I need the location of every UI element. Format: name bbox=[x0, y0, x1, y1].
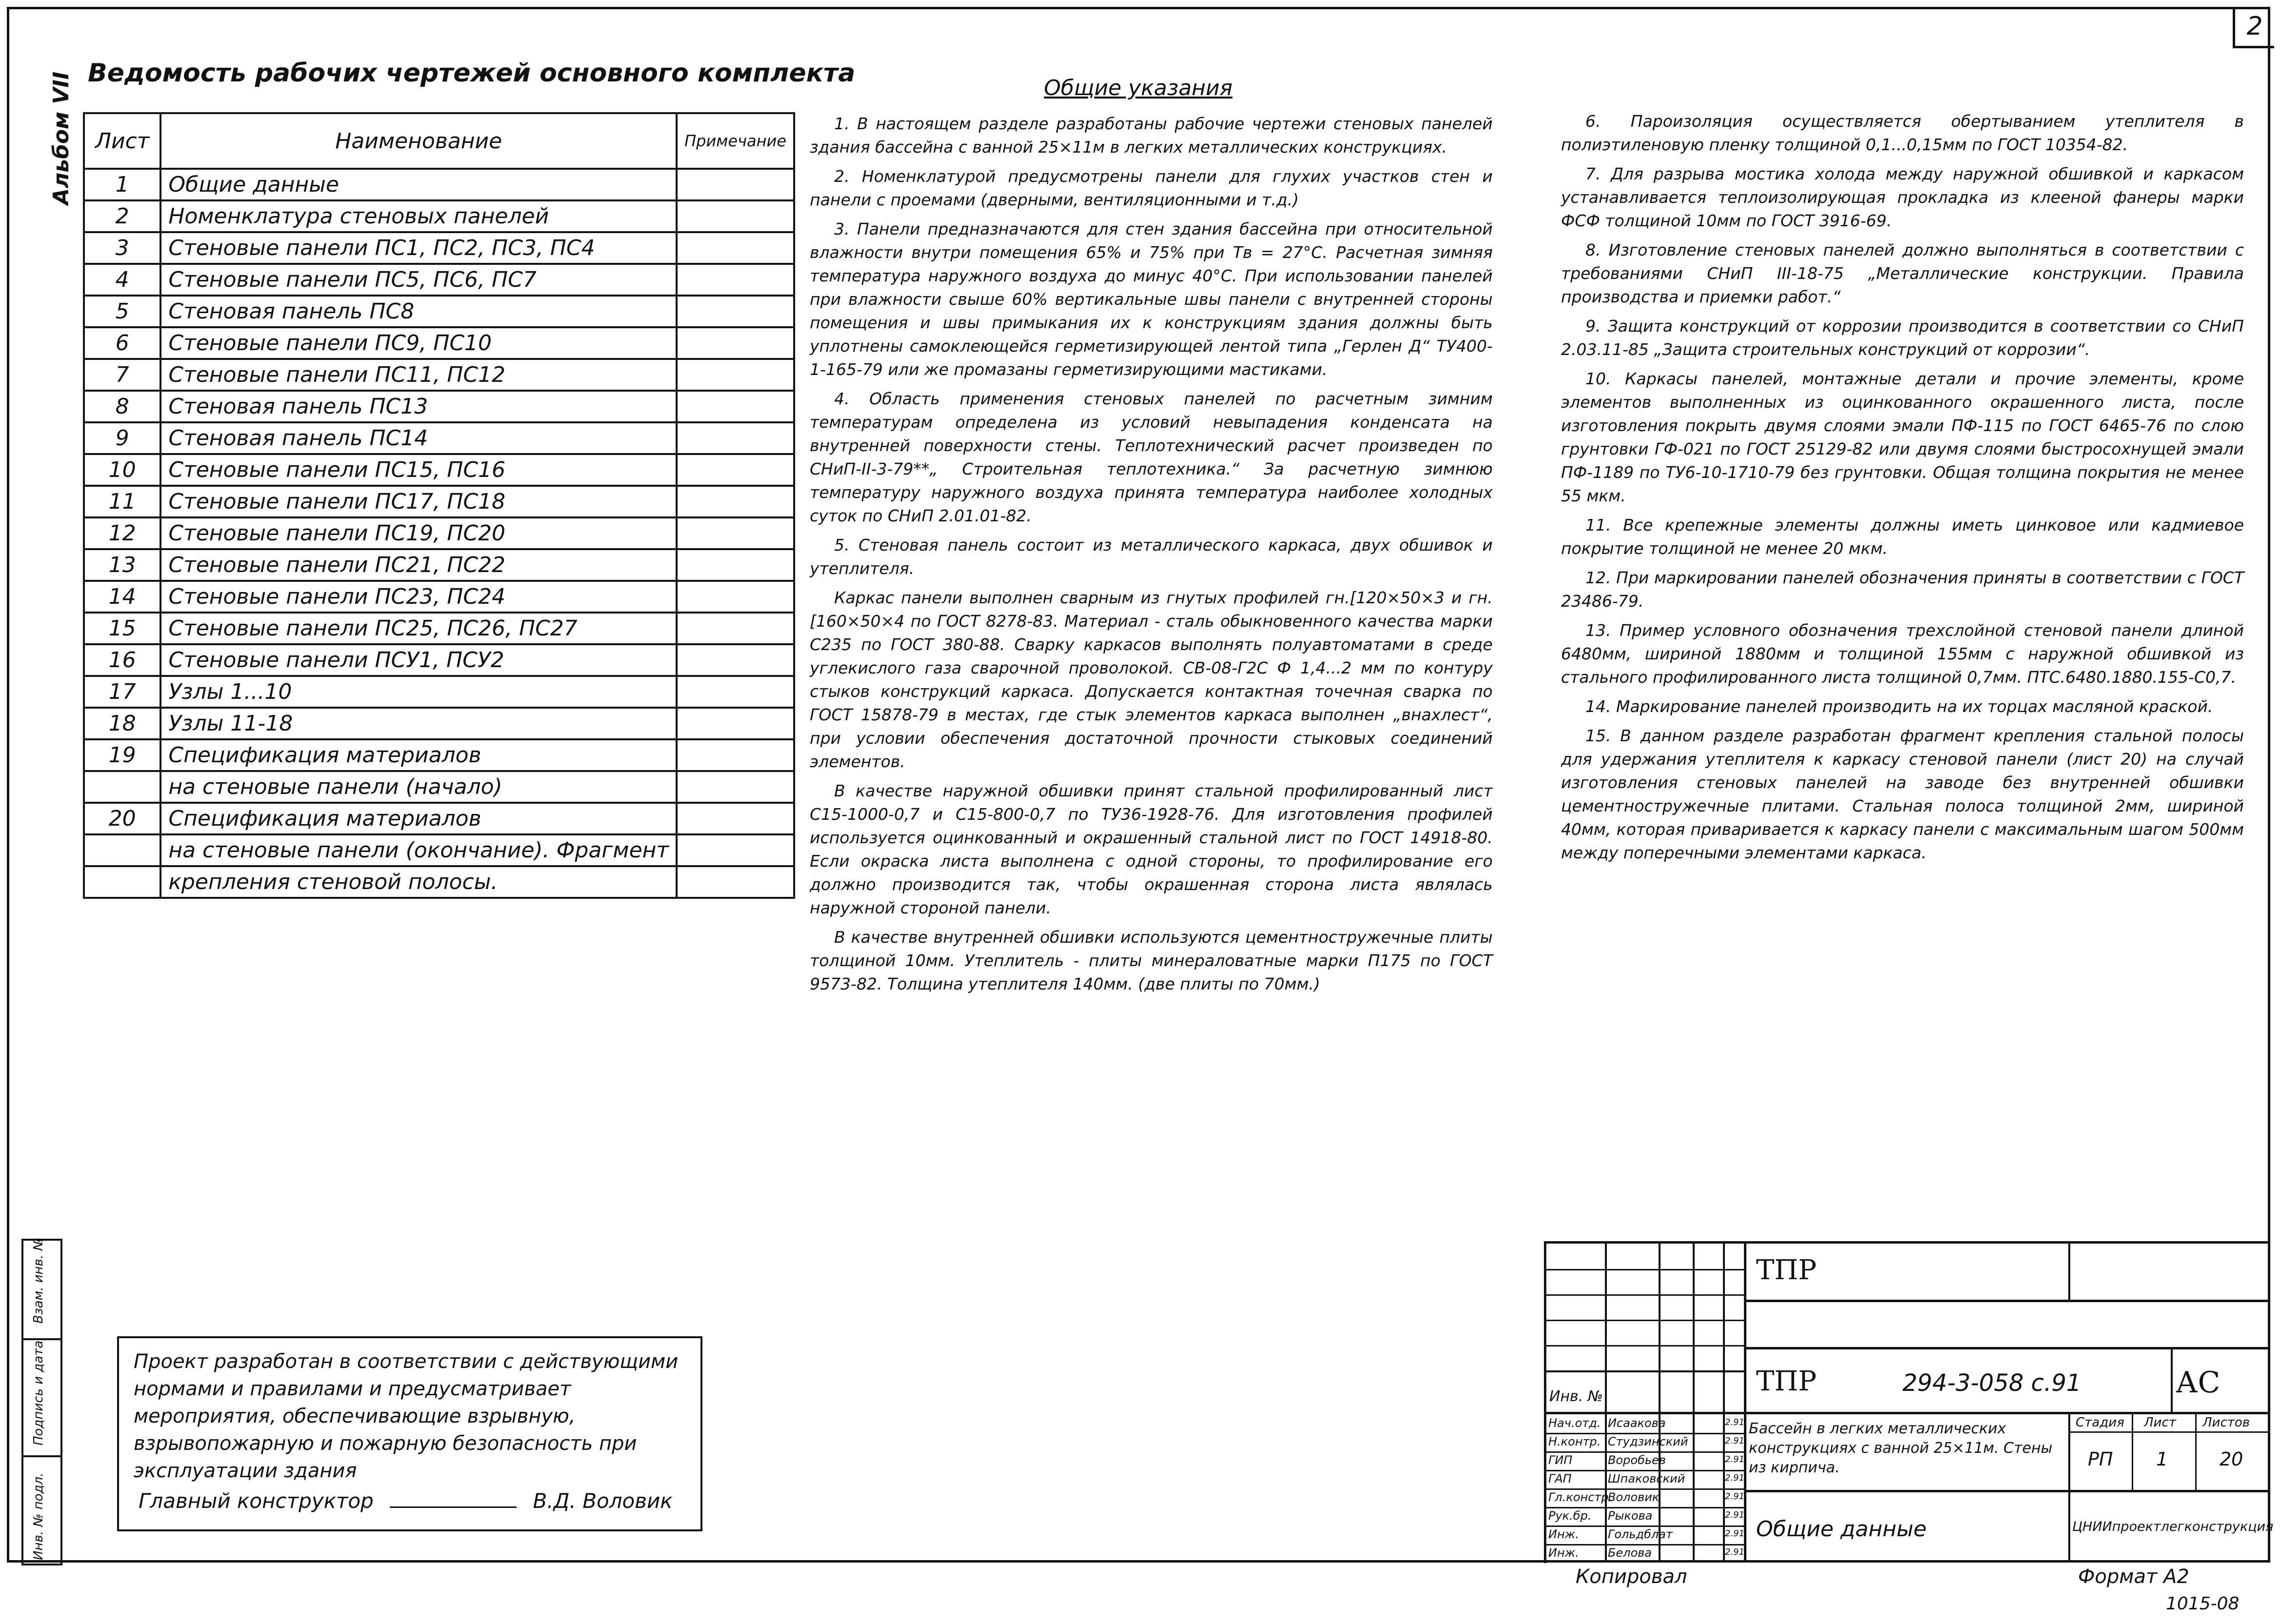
tb-role-name: Воловик bbox=[1608, 1490, 1660, 1504]
row-drawing-name: крепления стеновой полосы. bbox=[160, 866, 677, 898]
header-name: Наименование bbox=[160, 113, 677, 169]
row-note bbox=[677, 771, 794, 803]
table-row bbox=[84, 264, 794, 296]
row-note bbox=[677, 232, 794, 264]
header-note: Примечание bbox=[677, 113, 794, 169]
note-paragraph: В качестве наружной обшивки принят стальной профилированный лист С15-1000-0,7 и С15-800-0,7 по ТУ36-1928-76. Для изготовления профилей используется оцинкованный и окрашенный стальной лист по ГОСТ 14918-80. Если окраска листа выполнена с одной стороны, то профилирование его должно производится так, чтобы окрашенная сторона листа являлась наружной стороной панели. bbox=[810, 781, 1493, 917]
table-row bbox=[84, 803, 794, 834]
strip-label-sign: Подпись и дата bbox=[31, 1340, 46, 1446]
row-sheet-number: 8 bbox=[84, 391, 160, 422]
row-sheet-number: 9 bbox=[84, 422, 160, 454]
tb-role-date: 2.91 bbox=[1725, 1528, 1745, 1539]
table-row bbox=[84, 391, 794, 422]
tb-mark: АС bbox=[2176, 1366, 2221, 1400]
row-note bbox=[677, 739, 794, 771]
project-stamp bbox=[117, 1336, 702, 1531]
note-paragraph: 14. Маркирование панелей производить на их торцах масляной краской. bbox=[1585, 697, 2213, 716]
note-paragraph: 1. В настоящем разделе разработаны рабочие чертежи стеновых панелей здания бассейна с ванной 25×11м в легких металлических конструкциях. bbox=[810, 114, 1493, 157]
row-note bbox=[677, 296, 794, 327]
copied-by bbox=[1576, 1565, 1687, 1588]
table-row bbox=[84, 486, 794, 517]
copied-label: Копировал bbox=[1576, 1565, 1687, 1588]
row-drawing-name: Стеновые панели ПСУ1, ПСУ2 bbox=[160, 644, 677, 676]
row-drawing-name: Стеновые панели ПС23, ПС24 bbox=[160, 581, 677, 613]
note-paragraph: 8. Изготовление стеновых панелей должно выполняться в соответствии с требованиями СНиП III-18-75 „Металлические конструкции. Правила производства и приемки работ.“ bbox=[1561, 240, 2244, 306]
row-sheet-number: 1 bbox=[84, 169, 160, 200]
signer-name: В.Д. Воловик bbox=[533, 1489, 673, 1513]
row-drawing-name: Номенклатура стеновых панелей bbox=[160, 200, 677, 232]
table-row bbox=[84, 613, 794, 644]
row-drawing-name: Стеновые панели ПС1, ПС2, ПС3, ПС4 bbox=[160, 232, 677, 264]
row-note bbox=[677, 359, 794, 391]
archive-code: 1015-08 bbox=[2166, 1594, 2240, 1614]
table-row bbox=[84, 422, 794, 454]
table-row bbox=[84, 866, 794, 898]
tb-role: Гл.констр. bbox=[1548, 1490, 1613, 1504]
row-note bbox=[677, 517, 794, 549]
note-paragraph: 3. Панели предназначаются для стен здания бассейна при относительной влажности внутри помещения 65% и 75% при Тв = 27°С. Расчетная зимняя температура наружного воздуха до минус 40°С. При использовании панелей при влажности свыше 60% вертикальные швы панели с внутренней стороны помещения и швы примыкания их к конструкциям здания должны быть уплотнены самоклеющейся герметизирующей лентой типа „Герлен Д“ ТУ400-1-165-79 или же промазаны герметизирующими мастиками. bbox=[810, 219, 1493, 379]
row-drawing-name: Стеновые панели ПС5, ПС6, ПС7 bbox=[160, 264, 677, 296]
notes-title: Общие указания bbox=[1044, 76, 1233, 100]
row-drawing-name: Спецификация материалов bbox=[160, 803, 677, 834]
table-header bbox=[84, 113, 794, 169]
table-row bbox=[84, 739, 794, 771]
note-paragraph: 6. Пароизоляция осуществляется обертыванием утеплителя в полиэтиленовую пленку толщиной 0,1...0,15мм по ГОСТ 10354-82. bbox=[1561, 112, 2244, 154]
row-drawing-name: Стеновые панели ПС25, ПС26, ПС27 bbox=[160, 613, 677, 644]
row-sheet-number bbox=[84, 771, 160, 803]
tb-role-row bbox=[1546, 1433, 1744, 1451]
tb-role-date: 2.91 bbox=[1725, 1436, 1745, 1446]
notes-column-1 bbox=[810, 112, 1493, 1002]
signature-mark bbox=[390, 1506, 517, 1508]
table-row bbox=[84, 327, 794, 359]
header-sheet: Лист bbox=[84, 113, 160, 169]
row-sheet-number: 15 bbox=[84, 613, 160, 644]
row-drawing-name: на стеновые панели (окончание). Фрагмент bbox=[160, 834, 677, 866]
tb-role: Рук.бр. bbox=[1548, 1509, 1592, 1523]
row-sheet-number: 16 bbox=[84, 644, 160, 676]
row-note bbox=[677, 866, 794, 898]
tb-role: Инж. bbox=[1548, 1527, 1579, 1541]
tb-role-row bbox=[1546, 1525, 1744, 1544]
row-note bbox=[677, 803, 794, 834]
table-row bbox=[84, 644, 794, 676]
tb-role-row bbox=[1546, 1451, 1744, 1470]
row-drawing-name: Спецификация материалов bbox=[160, 739, 677, 771]
row-drawing-name: Стеновые панели ПС17, ПС18 bbox=[160, 486, 677, 517]
row-drawing-name: Стеновая панель ПС8 bbox=[160, 296, 677, 327]
left-strip bbox=[21, 1239, 62, 1565]
tb-role-date: 2.91 bbox=[1725, 1417, 1745, 1427]
stamp-text: Проект разработан в соответствии с действующими нормами и правилами и предусматривает мероприятия, обеспечивающие взрывную, взрывопожарную и пожарную безопасность при эксплуатации здания bbox=[134, 1350, 679, 1482]
tb-stage: РП bbox=[2088, 1448, 2113, 1470]
row-sheet-number: 17 bbox=[84, 676, 160, 708]
tb-role-row bbox=[1546, 1507, 1744, 1525]
row-sheet-number: 12 bbox=[84, 517, 160, 549]
tb-sheets: 20 bbox=[2220, 1448, 2243, 1470]
table-row bbox=[84, 581, 794, 613]
strip-label-replace: Взам. инв. № bbox=[31, 1237, 46, 1324]
tb-project-code: 294-3-058 с.91 bbox=[1902, 1369, 2081, 1397]
row-drawing-name: Стеновые панели ПС19, ПС20 bbox=[160, 517, 677, 549]
sheet-corner-number: 2 bbox=[2233, 7, 2274, 48]
tb-role-name: Гольдблат bbox=[1608, 1527, 1673, 1541]
note-paragraph: 13. Пример условного обозначения трехслойной стеновой панели длиной 6480мм, шириной 1880мм и толщиной 155мм с наружной обшивкой из стального профилированного листа толщиной 0,7мм. ПТС.6480.1880.155-С0,7. bbox=[1561, 621, 2244, 687]
row-sheet-number: 18 bbox=[84, 708, 160, 739]
list-title: Ведомость рабочих чертежей основного комплекта bbox=[88, 59, 856, 88]
row-note bbox=[677, 200, 794, 232]
row-note bbox=[677, 549, 794, 581]
tb-sheets-label: Листов bbox=[2202, 1415, 2250, 1430]
row-drawing-name: Стеновая панель ПС14 bbox=[160, 422, 677, 454]
table-row bbox=[84, 708, 794, 739]
format-label: Формат А2 bbox=[2078, 1565, 2189, 1588]
tb-sheet-label: Лист bbox=[2144, 1415, 2176, 1430]
tb-stage-label: Стадия bbox=[2076, 1415, 2124, 1430]
tb-role: Нач.отд. bbox=[1548, 1416, 1601, 1430]
row-note bbox=[677, 169, 794, 200]
row-drawing-name: Общие данные bbox=[160, 169, 677, 200]
album-label: Альбом VII bbox=[49, 71, 74, 205]
tb-role-name: Исаакова bbox=[1608, 1416, 1666, 1430]
row-drawing-name: Стеновые панели ПС9, ПС10 bbox=[160, 327, 677, 359]
note-paragraph: 12. При маркировании панелей обозначения приняты в соответствии с ГОСТ 23486-79. bbox=[1561, 568, 2244, 611]
row-note bbox=[677, 264, 794, 296]
row-sheet-number: 5 bbox=[84, 296, 160, 327]
tb-role-date: 2.91 bbox=[1725, 1547, 1745, 1557]
tb-role-date: 2.91 bbox=[1725, 1473, 1745, 1483]
row-sheet-number: 10 bbox=[84, 454, 160, 486]
row-note bbox=[677, 834, 794, 866]
row-note bbox=[677, 327, 794, 359]
row-drawing-name: Узлы 11-18 bbox=[160, 708, 677, 739]
row-note bbox=[677, 708, 794, 739]
tb-role: Инж. bbox=[1548, 1546, 1579, 1560]
row-drawing-name: Узлы 1...10 bbox=[160, 676, 677, 708]
tb-role-name: Студзинский bbox=[1608, 1435, 1688, 1448]
note-paragraph: 9. Защита конструкций от коррозии производится в соответствии со СНиП 2.03.11-85 „Защита строительных конструкций от коррозии“. bbox=[1561, 317, 2244, 359]
table-row bbox=[84, 549, 794, 581]
row-drawing-name: на стеновые панели (начало) bbox=[160, 771, 677, 803]
tb-role-row bbox=[1546, 1470, 1744, 1488]
note-paragraph: Каркас панели выполнен сварным из гнутых профилей гн.[120×50×3 и гн.[160×50×4 по ГОСТ 8278-83. Материал - сталь обыкновенного качества марки С235 по ГОСТ 380-88. Сварку каркасов выполнять полуавтоматами в среде углекислого газа сварочной проволокой. СВ-08-Г2С Ф 1,4...2 мм по контуру стыков конструкций каркаса. Допускается контактная точечная сварка по ГОСТ 15878-79 в местах, где стык элементов каркаса выполнен „внахлест“, при условии обеспечения достаточной прочности стыковых соединений элементов. bbox=[810, 588, 1493, 771]
row-sheet-number: 4 bbox=[84, 264, 160, 296]
note-paragraph: 10. Каркасы панелей, монтажные детали и прочие элементы, кроме элементов выполненных из оцинкованного окрашенного листа, после изготовления покрыть двумя слоями эмали ПФ-115 по ГОСТ 6465-76 по слою грунтовки ГФ-021 по ГОСТ 25129-82 или двумя слоями быстросохнущей эмали ПФ-1189 по ТУ6-10-1710-79 без грунтовки. Общая толщина покрытия не менее 55 мкм. bbox=[1561, 369, 2244, 505]
table-row bbox=[84, 232, 794, 264]
tb-top-code: ТПР bbox=[1756, 1254, 1817, 1286]
row-drawing-name: Стеновые панели ПС11, ПС12 bbox=[160, 359, 677, 391]
tb-drawing-name: Общие данные bbox=[1756, 1517, 1927, 1542]
tb-organization: ЦНИИпроектлегконструкция bbox=[2072, 1519, 2274, 1534]
tb-object-name: Бассейн в легких металлических конструкциях с ванной 25×11м. Стены из кирпича. bbox=[1749, 1420, 2053, 1476]
tb-role-row bbox=[1546, 1414, 1744, 1433]
notes-column-2 bbox=[1561, 110, 2244, 871]
row-note bbox=[677, 391, 794, 422]
tb-role: ГИП bbox=[1548, 1453, 1573, 1467]
tb-project-prefix: ТПР bbox=[1756, 1366, 1817, 1397]
note-paragraph: 4. Область применения стеновых панелей по расчетным зимним температурам определена из условий невыпадения конденсата на внутренней поверхности стены. Теплотехнический расчет произведен по СНиП-II-3-79**„ Строительная теплотехника.“ За расчетную зимнюю температуру наружного воздуха принята температура наиболее холодных суток по СНиП 2.01.01-82. bbox=[810, 389, 1493, 525]
row-sheet-number: 19 bbox=[84, 739, 160, 771]
row-sheet-number: 20 bbox=[84, 803, 160, 834]
note-paragraph: В качестве внутренней обшивки используются цементностружечные плиты толщиной 10мм. Утеплитель - плиты минераловатные марки П175 по ГОСТ 9573-82. Толщина утеплителя 140мм. (две плиты по 70мм.) bbox=[810, 928, 1493, 993]
row-sheet-number: 2 bbox=[84, 200, 160, 232]
row-note bbox=[677, 422, 794, 454]
tb-role-name: Воробьев bbox=[1608, 1453, 1666, 1467]
row-note bbox=[677, 644, 794, 676]
tb-role-name: Шпаковский bbox=[1608, 1472, 1685, 1485]
row-sheet-number: 14 bbox=[84, 581, 160, 613]
tb-inv-label: Инв. № bbox=[1549, 1388, 1603, 1405]
table-row bbox=[84, 676, 794, 708]
table-row bbox=[84, 771, 794, 803]
tb-role-date: 2.91 bbox=[1725, 1491, 1745, 1502]
tb-role-name: Белова bbox=[1608, 1546, 1652, 1560]
tb-role-date: 2.91 bbox=[1725, 1510, 1745, 1520]
row-sheet-number bbox=[84, 866, 160, 898]
row-note bbox=[677, 581, 794, 613]
drawings-table bbox=[83, 112, 795, 899]
row-note bbox=[677, 454, 794, 486]
tb-role-row bbox=[1546, 1488, 1744, 1507]
row-sheet-number: 6 bbox=[84, 327, 160, 359]
row-drawing-name: Стеновая панель ПС13 bbox=[160, 391, 677, 422]
stamp-signature-line bbox=[139, 1487, 673, 1515]
table-row bbox=[84, 454, 794, 486]
tb-role: Н.контр. bbox=[1548, 1435, 1601, 1448]
note-paragraph: 5. Стеновая панель состоит из металлического каркаса, двух обшивок и утеплителя. bbox=[810, 535, 1493, 578]
tb-role-date: 2.91 bbox=[1725, 1454, 1745, 1465]
note-paragraph: 2. Номенклатурой предусмотрены панели для глухих участков стен и панели с проемами (дверными, вентиляционными и т.д.) bbox=[810, 167, 1493, 209]
row-note bbox=[677, 676, 794, 708]
row-sheet-number: 13 bbox=[84, 549, 160, 581]
row-sheet-number: 7 bbox=[84, 359, 160, 391]
table-row bbox=[84, 834, 794, 866]
tb-role-row bbox=[1546, 1544, 1744, 1563]
note-paragraph: 15. В данном разделе разработан фрагмент крепления стальной полосы для удержания утеплителя к каркасу стеновой панели (лист 20) на случай изготовления стеновых панелей на заводе без внутренней обшивки цементностружечные плитами. Стальная полоса толщиной 2мм, шириной 40мм, которая приваривается к каркасу панели с максимальным шагом 500мм между поперечными элементами каркаса. bbox=[1561, 726, 2244, 862]
row-note bbox=[677, 486, 794, 517]
tb-sheet: 1 bbox=[2156, 1448, 2168, 1470]
table-row bbox=[84, 296, 794, 327]
note-paragraph: 11. Все крепежные элементы должны иметь цинковое или кадмиевое покрытие толщиной не менее 20 мкм. bbox=[1561, 515, 2244, 558]
strip-label-inv: Инв. № подл. bbox=[31, 1472, 46, 1560]
tb-role-name: Рыкова bbox=[1608, 1509, 1653, 1523]
row-note bbox=[677, 613, 794, 644]
table-row bbox=[84, 517, 794, 549]
row-drawing-name: Стеновые панели ПС15, ПС16 bbox=[160, 454, 677, 486]
row-sheet-number: 3 bbox=[84, 232, 160, 264]
tb-role: ГАП bbox=[1548, 1472, 1572, 1485]
table-row bbox=[84, 200, 794, 232]
row-sheet-number bbox=[84, 834, 160, 866]
signer-label: Главный конструктор bbox=[139, 1489, 374, 1513]
table-row bbox=[84, 359, 794, 391]
title-block bbox=[1544, 1241, 2274, 1563]
row-sheet-number: 11 bbox=[84, 486, 160, 517]
table-row bbox=[84, 169, 794, 200]
row-drawing-name: Стеновые панели ПС21, ПС22 bbox=[160, 549, 677, 581]
note-paragraph: 7. Для разрыва мостика холода между наружной обшивкой и каркасом устанавливается теплоизолирующая прокладка из клееной фанеры марки ФСФ толщиной 10мм по ГОСТ 3916-69. bbox=[1561, 164, 2244, 230]
